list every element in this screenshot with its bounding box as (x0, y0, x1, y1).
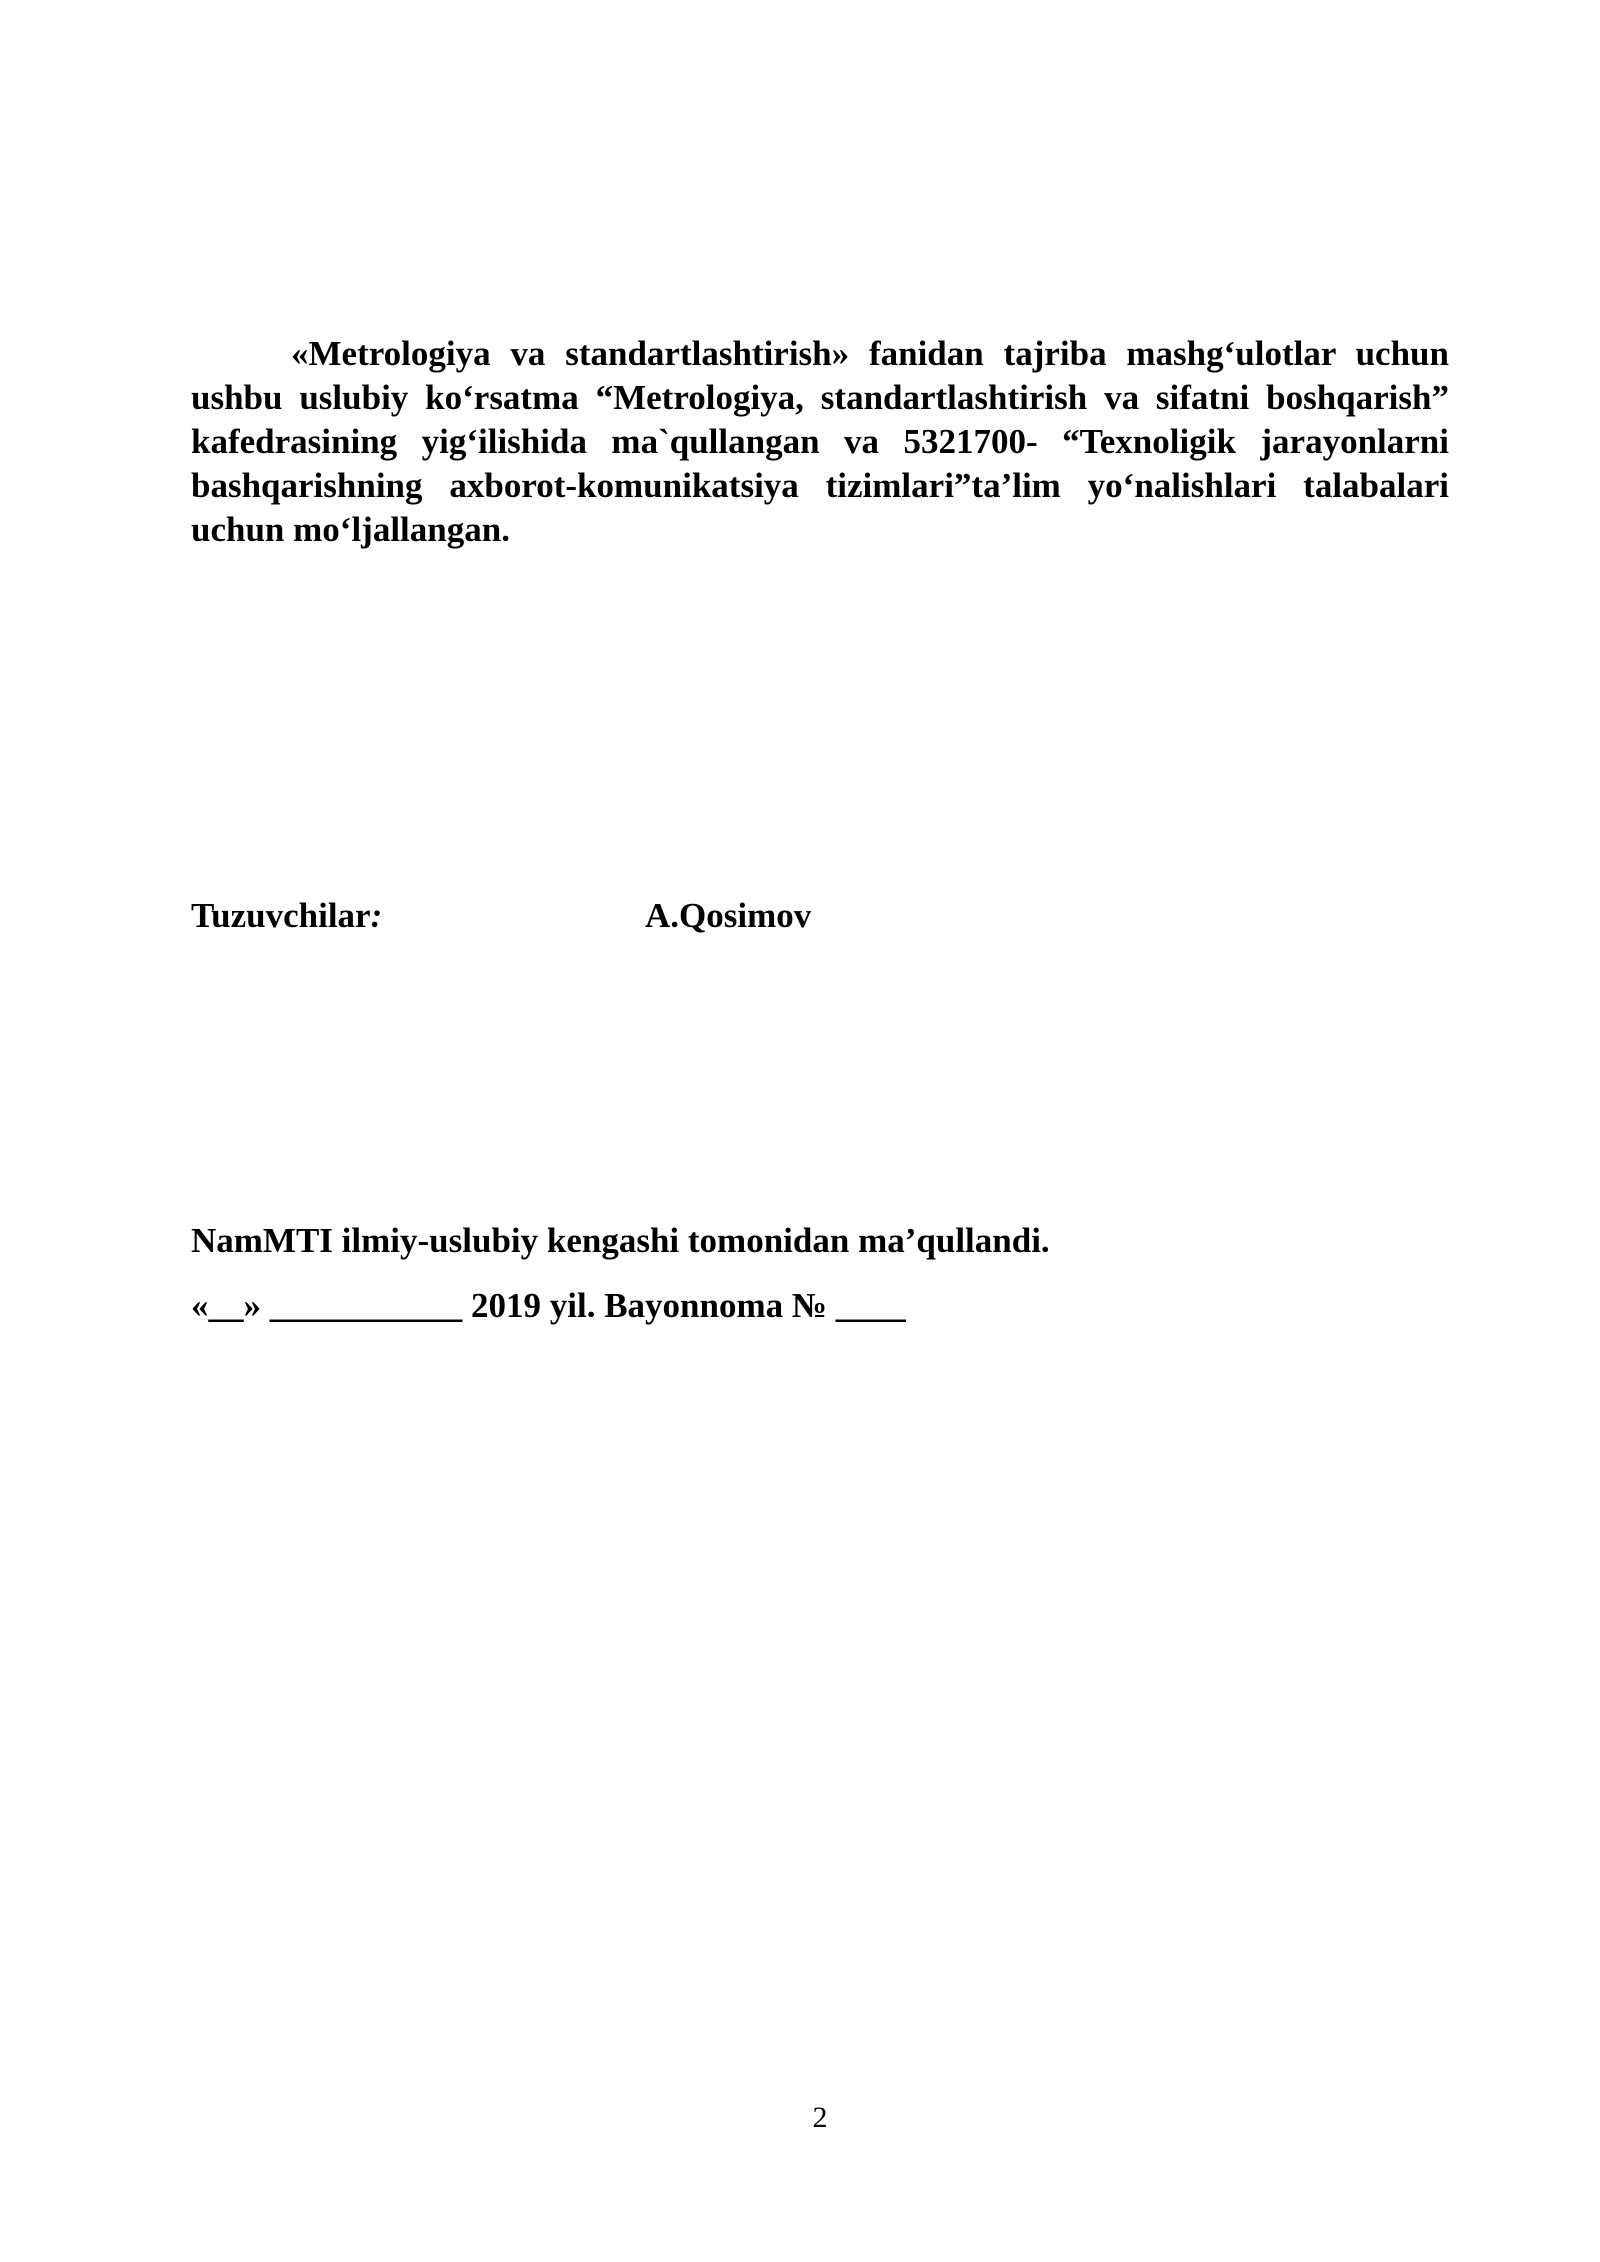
protocol-line: «__» ___________ 2019 yil. Bayonnoma № ____ (191, 1286, 906, 1325)
compilers-colon: : (370, 896, 383, 935)
compilers-label: Tuzuvchilar (191, 896, 371, 935)
council-approval-text: NamMTI ilmiy-uslubiy kengashi tomonidan ma’qullandi. (191, 1221, 1050, 1260)
page-number: 2 (812, 2101, 828, 2134)
compiler-name: A.Qosimov (645, 896, 812, 935)
approval-paragraph: «Metrologiya va standartlashtirish» fanidan tajriba mashg‘ulotlar uchun ushbu uslubiy ko‘rsatma “Metrologiya, standartlashtirish va sifatni boshqarish” kafedrasining yig‘ilishida ma`qullangan va 5321700- “Texnoligik jarayonlarni bashqarishning axborot-komunikatsiya tizimlari”ta’lim yo‘nalishlari talabalari uchun mo‘ljallangan. (191, 334, 1449, 549)
compilers-row (191, 894, 811, 938)
compilers-label-group (191, 894, 645, 938)
